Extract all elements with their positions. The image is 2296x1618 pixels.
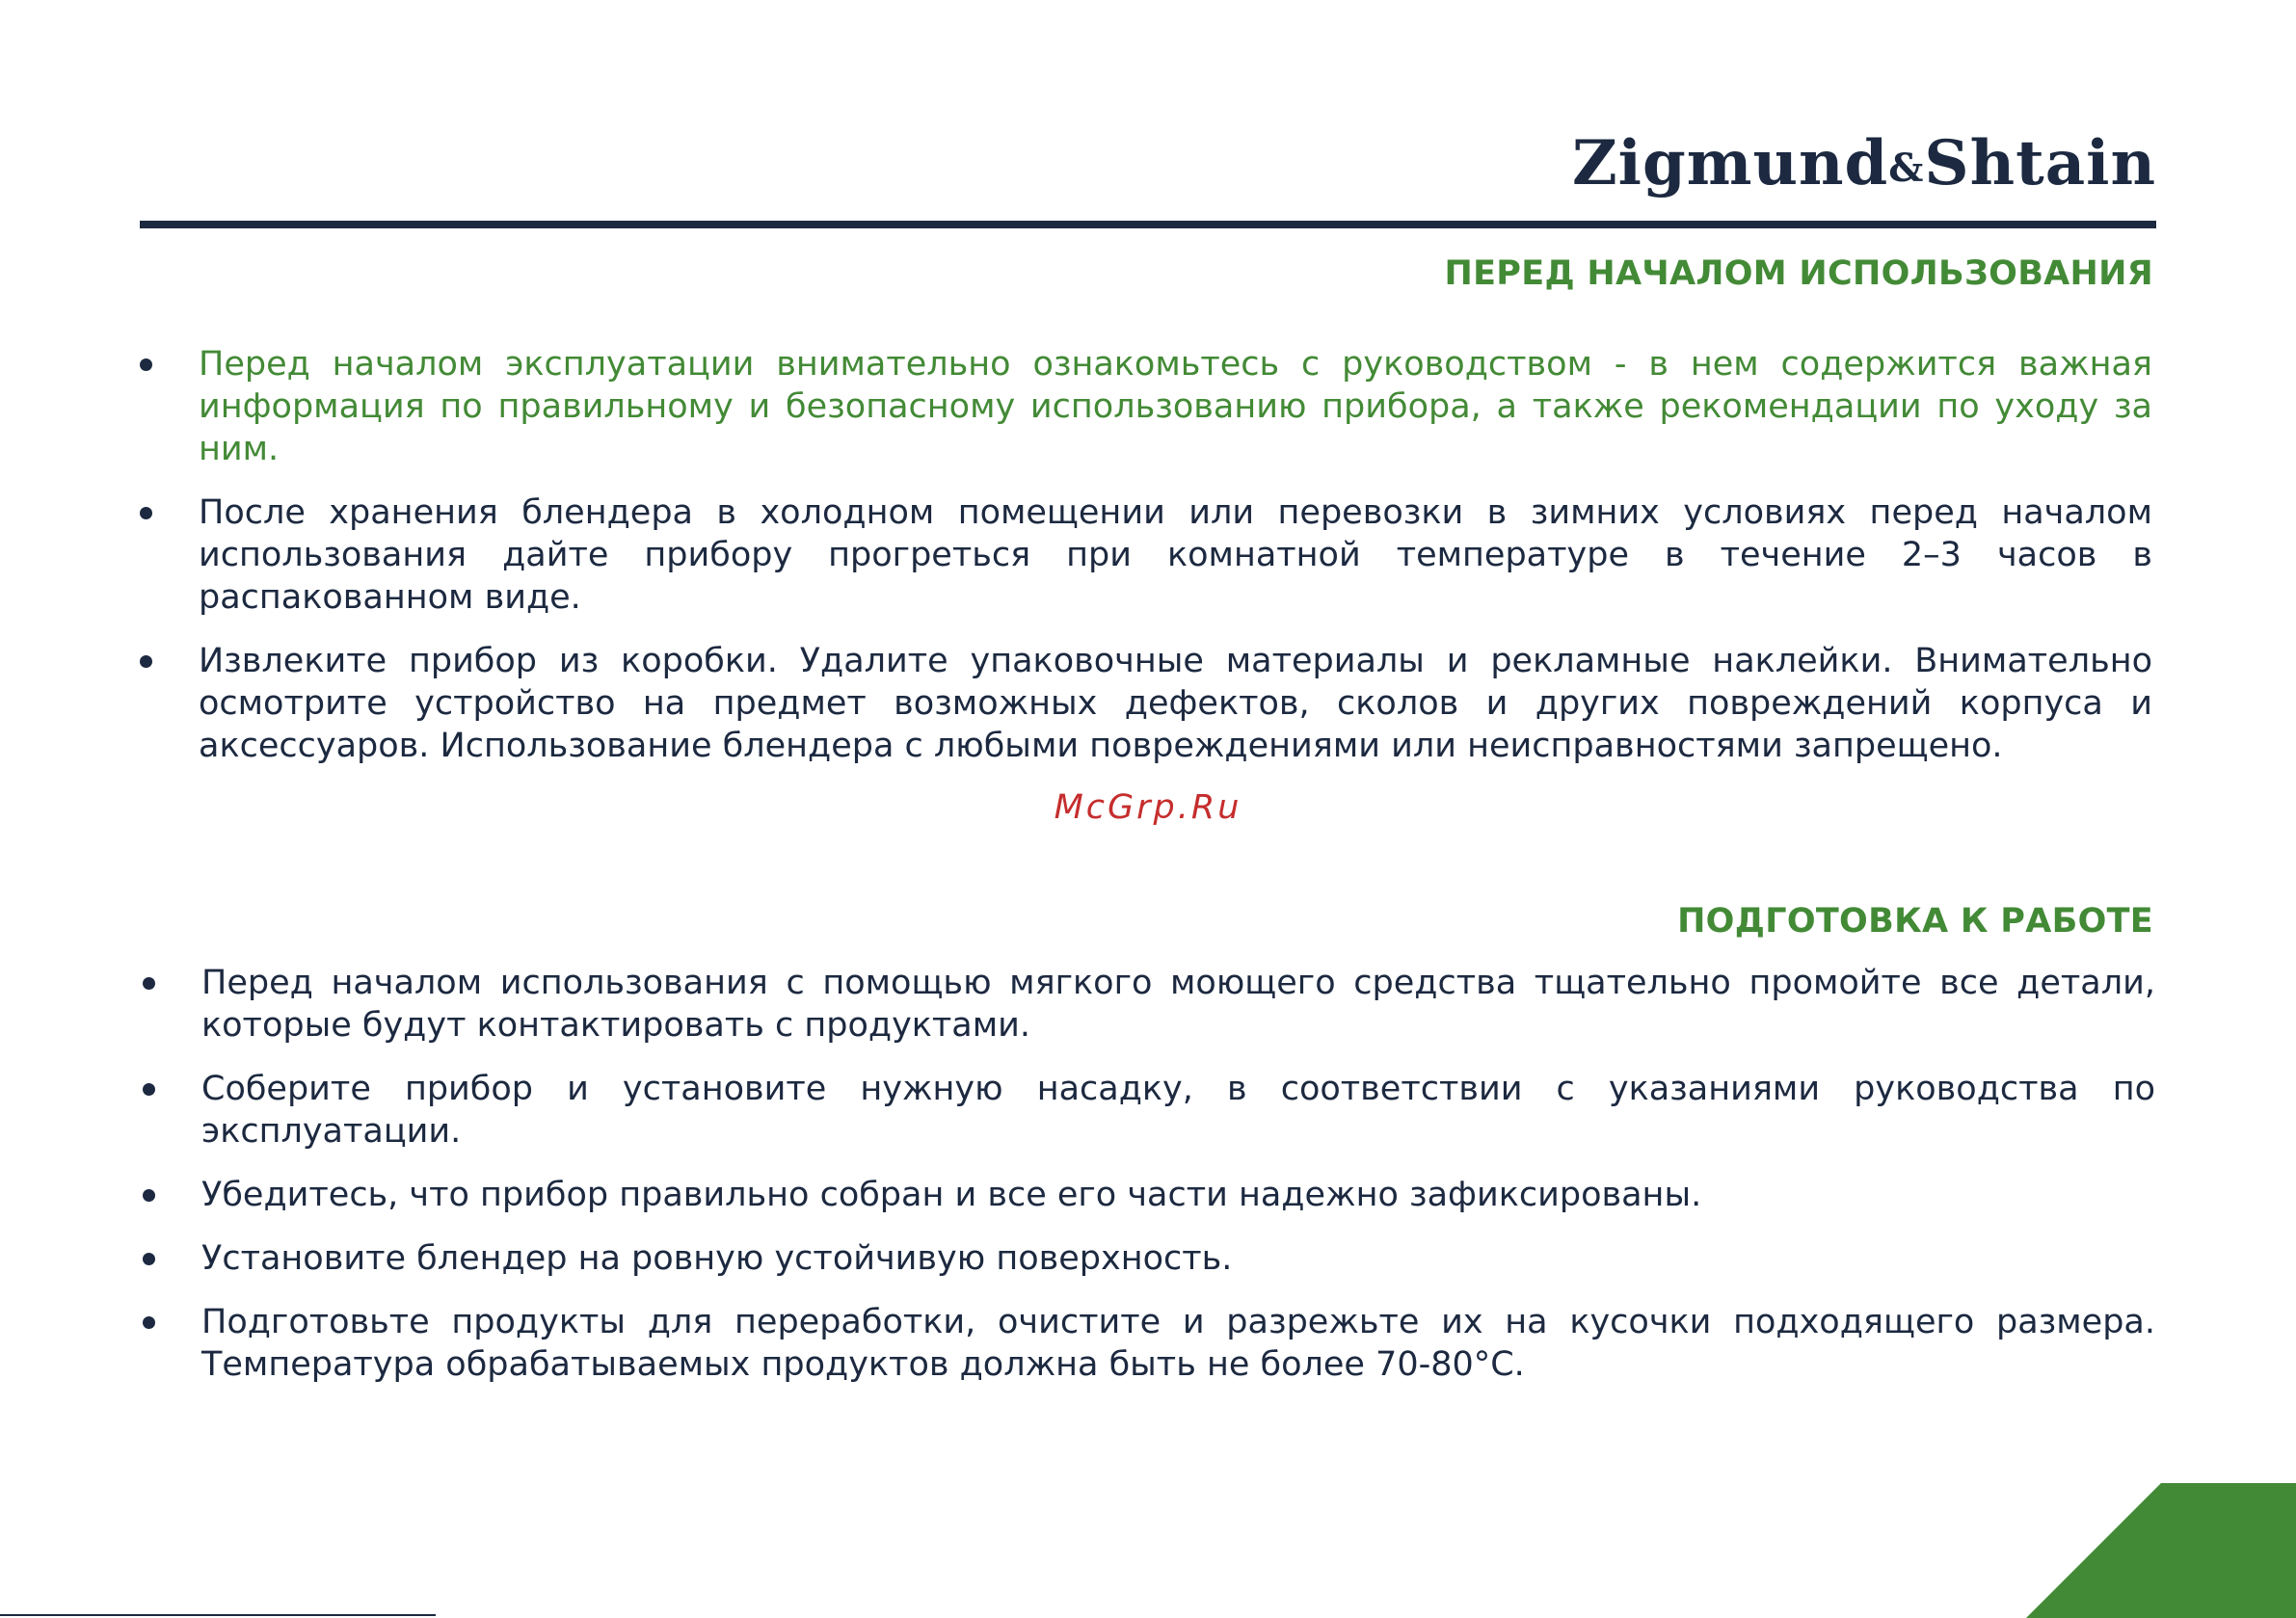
list-item [143, 1174, 2155, 1216]
before-use-list [140, 343, 2152, 788]
bullet-icon [140, 655, 152, 668]
bullet-icon [140, 358, 152, 371]
list-item-text: Перед началом использования с помощью мягкого моющего средства тщательно промойте все детали, которые будут контактировать с продуктами. [201, 964, 2155, 1045]
bullet-icon [143, 977, 155, 990]
bullet-icon [143, 1253, 155, 1265]
bullet-icon [143, 1189, 155, 1202]
header-divider [140, 221, 2156, 228]
list-item [143, 1237, 2155, 1280]
logo-ampersand: & [1888, 146, 1925, 191]
section-title-preparation: ПОДГОТОВКА К РАБОТЕ [1677, 902, 2153, 941]
preparation-list [143, 962, 2155, 1407]
footer-line [0, 1614, 436, 1616]
list-item [143, 1068, 2155, 1153]
bullet-icon [143, 1083, 155, 1096]
list-item [143, 962, 2155, 1047]
bullet-icon [143, 1316, 155, 1329]
list-item [140, 491, 2152, 619]
list-item-text: Соберите прибор и установите нужную насадку, в соответствии с указаниями руководства по эксплуатации. [201, 1070, 2155, 1151]
list-item [143, 1301, 2155, 1386]
list-item-text: Убедитесь, что прибор правильно собран и все его части надежно зафиксированы. [201, 1176, 1702, 1214]
corner-decoration [2026, 1483, 2296, 1618]
list-item-text: Извлеките прибор из коробки. Удалите упаковочные материалы и рекламные наклейки. Внимательно осмотрите устройство на предмет возможных дефектов, сколов и других повреждений корпуса и аксессуаров. Использование блендера с любыми повреждениями или неисправностями запрещено. [199, 642, 2152, 765]
section-title-before-use: ПЕРЕД НАЧАЛОМ ИСПОЛЬЗОВАНИЯ [1444, 254, 2153, 293]
logo-text-zigmund: Zigmund [1571, 127, 1889, 199]
list-item-text: После хранения блендера в холодном помещении или перевозки в зимних условиях перед началом использования дайте прибору прогреться при комнатной температуре в течение 2–3 часов в распакованном виде. [199, 493, 2152, 617]
bullet-icon [140, 507, 152, 519]
list-item-text: Подготовьте продукты для переработки, очистите и разрежьте их на кусочки подходящего размера. Температура обрабатываемых продуктов должна быть не более 70-80°С. [201, 1303, 2155, 1384]
watermark-text: McGrp.Ru [1054, 788, 1242, 827]
logo-text-shtain: Shtain [1924, 127, 2156, 199]
list-item [140, 343, 2152, 470]
brand-logo [1572, 127, 2156, 199]
list-item-text: Установите блендер на ровную устойчивую поверхность. [201, 1239, 1233, 1278]
list-item [140, 640, 2152, 767]
list-item-text: Перед началом эксплуатации внимательно ознакомьтесь с руководством - в нем содержится важная информация по правильному и безопасному использованию прибора, а также рекомендации по уходу за ним. [199, 345, 2152, 468]
